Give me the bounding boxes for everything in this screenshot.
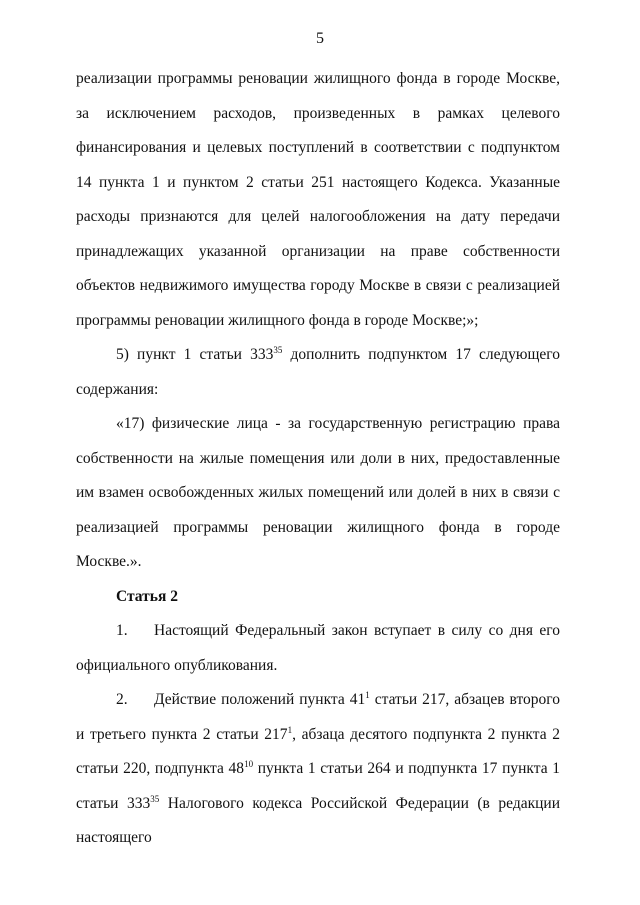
- page-number: 5: [316, 30, 324, 47]
- item-2-text-b: статьи 217, абзацев второго и третьего пункта 2 статьи 217: [76, 691, 560, 743]
- document-body: [76, 62, 560, 856]
- item-5-text-end: дополнить подпунктом 17 следующего содержания:: [76, 346, 561, 398]
- paragraph-subitem-17: «17) физические лица - за государственную регистрацию права собственности на жилые помещения или доли в них, предоставленные им взамен освобожденных жилых помещений или долей в них в связи с реализацией программы реновации жилищного фонда в городе Москве.».: [76, 415, 560, 570]
- item-2-superscript-2: 1: [287, 724, 293, 735]
- item-2-number: 2.: [116, 691, 128, 708]
- item-2-superscript-1: 1: [365, 690, 370, 700]
- paragraph-article2-item-2: [76, 683, 560, 856]
- paragraph-renovation-expenses: реализации программы реновации жилищного фонда в городе Москве, за исключением расходов, произведенных в рамках целевого финансирования и целевых поступлений в соответствии с подпунктом 14 пункта 1 и пунктом 2 статьи 251 настоящего Кодекса. Указанные расходы признаются для целей налогообложения на дату передачи принадлежащих указанной организации на праве собственности объектов недвижимого имущества городу Москве в связи с реализацией программы реновации жилищного фонда в городе Москве;»;: [76, 70, 560, 329]
- paragraph-item-5: [76, 338, 560, 407]
- article-heading: Статья 2: [116, 587, 178, 605]
- item-2-text-a: Действие положений пункта 41: [154, 691, 366, 708]
- paragraph-article2-item-1: [76, 614, 560, 683]
- item-1-text: Настоящий Федеральный закон вступает в силу со дня его официального опубликования.: [76, 622, 560, 674]
- item-2-text-c: , абзаца десятого подпункта 2 пункта 2 статьи 220, подпункта 48: [76, 725, 560, 777]
- item-2-superscript-4: 35: [150, 793, 160, 804]
- item-5-text-start: 5) пункт 1 статьи 333: [116, 346, 274, 363]
- item-1-number: 1.: [116, 622, 128, 639]
- item-2-superscript-3: 10: [244, 759, 254, 769]
- item-2-text-e: Налогового кодекса Российской Федерации (в редакции настоящего: [76, 794, 560, 846]
- item-5-superscript: 35: [273, 345, 283, 355]
- item-2-text-d: пункта 1 статьи 264 и подпункта 17 пункта 1 статьи 333: [76, 760, 561, 812]
